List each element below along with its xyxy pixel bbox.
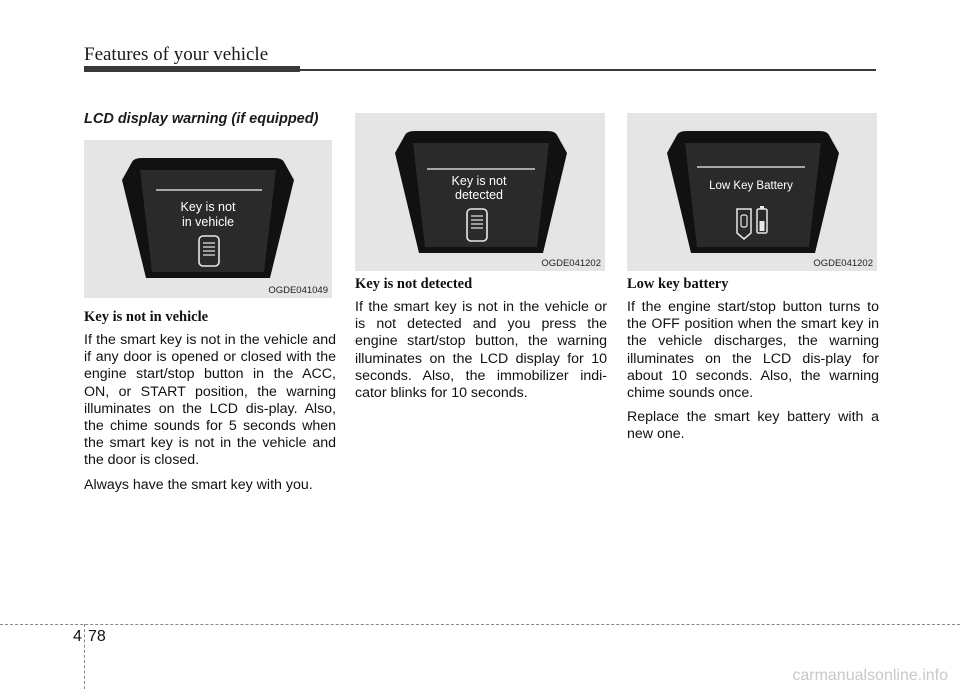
watermark: carmanualsonline.info [792, 667, 948, 684]
figure-code: OGDE041202 [813, 258, 873, 269]
column-key-not-detected [355, 276, 607, 409]
column-low-key-battery [627, 276, 879, 451]
lcd-line-1: Low Key Battery [709, 180, 793, 192]
lcd-line-2: in vehicle [181, 215, 235, 229]
footer-divider [84, 624, 85, 689]
paragraph: Always have the smart key with you. [84, 476, 313, 493]
section-title: LCD display warning (if equipped) [84, 111, 319, 127]
lcd-line-1: Key is not [451, 174, 507, 188]
subsection-title: Low key battery [627, 276, 729, 292]
page-section-number: 4 [73, 628, 82, 645]
lcd-line-1: Key is not [180, 200, 236, 214]
page-header-title: Features of your vehicle [84, 44, 269, 65]
page-number: 78 [88, 628, 106, 645]
header-rule [84, 66, 876, 74]
figure-key-not-detected [355, 113, 605, 271]
paragraph: If the engine start/stop button turns to the OFF position when the smart key in the vehicle discharges, the warning illuminates on the LCD dis-play for about 10 seconds. Also, the warning chime sounds once. [627, 299, 879, 402]
figure-code: OGDE041049 [268, 285, 328, 296]
subsection-title: Key is not detected [355, 276, 473, 292]
paragraph: Replace the smart key battery with a new one. [627, 409, 879, 443]
paragraph: If the smart key is not in the vehicle or is not detected and you press the engine start/stop button, the warning illuminates on the LCD display for 10 seconds. Also, the immobilizer indi-cator blinks for 10 seconds. [355, 299, 607, 402]
lcd-line-2: detected [455, 188, 503, 202]
column-key-not-in-vehicle [84, 309, 336, 501]
footer-rule [0, 624, 960, 625]
figure-low-key-battery [627, 113, 877, 271]
paragraph: If the smart key is not in the vehicle and if any door is opened or closed with the engine start/stop button in the ACC, ON, or START position, the warning illuminates on the LCD dis-play. Also, the chime sounds for 5 seconds when the smart key is not in the vehicle and the door is closed. [84, 332, 336, 469]
figure-code: OGDE041202 [541, 258, 601, 269]
subsection-title: Key is not in vehicle [84, 309, 209, 325]
figure-key-not-in-vehicle [84, 140, 332, 298]
